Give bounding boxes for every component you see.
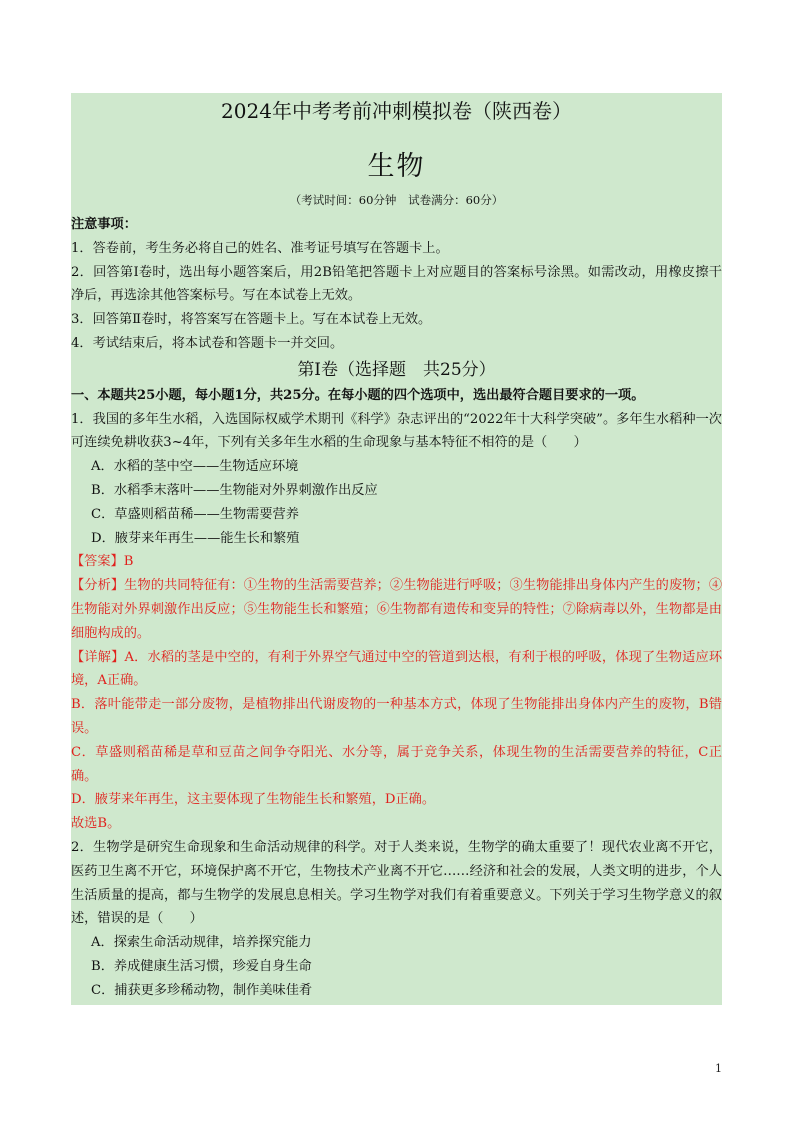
- question-1-option-c: C．草盛则稻苗稀——生物需要营养: [91, 506, 299, 522]
- question-2-option-a: A．探索生命活动规律，培养探究能力: [91, 935, 312, 951]
- question-2-option-b: B．养成健康生活习惯，珍爱自身生命: [91, 958, 312, 974]
- question-1-option-b: B．水稻季末落叶——生物能对外界刺激作出反应: [91, 482, 378, 498]
- question-1-option-d: D．腋芽来年再生——能生长和繁殖: [91, 530, 300, 546]
- section-instruction: 一、本题共25小题，每小题1分，共25分。在每小题的四个选项中，选出最符合题目要求的一项。: [71, 387, 645, 403]
- document-body: [71, 93, 722, 1005]
- note-item-1: 1．答卷前，考生务必将自己的姓名、准考证号填写在答题卡上。: [71, 240, 449, 256]
- analysis-text: 生物的共同特征有：①生物的生活需要营养；②生物能进行呼吸；③生物能排出身体内产生的废物；④生物能对外界刺激作出反应；⑤生物能生长和繁殖；⑥生物都有遗传和变异的特性；⑦除病毒以外，生物都是由细胞构成的。: [71, 578, 723, 641]
- conclusion: 故选B。: [71, 816, 121, 832]
- note-item-3: 3．回答第Ⅱ卷时，将答案写在答题卡上。写在本试卷上无效。: [71, 312, 432, 328]
- full-score: 试卷满分：60分）: [408, 193, 504, 207]
- question-1-option-a: A．水稻的茎中空——生物适应环境: [91, 459, 299, 475]
- exam-info: [71, 191, 722, 209]
- time-limit: （考试时间：60分钟: [289, 193, 397, 207]
- answer-line: [71, 550, 722, 574]
- notes-heading: 注意事项：: [71, 217, 137, 232]
- detail-tag: 【详解】: [71, 649, 125, 665]
- question-1-stem: 1．我国的多年生水稻，入选国际权威学术期刊《科学》杂志评出的“2022年十大科学突破”。多年生水稻种一次可连续免耕收获3~4年，下列有关多年生水稻的生命现象与基本特征不相符的是（ ）: [71, 411, 722, 451]
- subject-title: 生物: [367, 151, 426, 182]
- analysis-paragraph: [71, 574, 722, 645]
- detail-c-paragraph: C．草盛则稻苗稀是草和豆苗之间争夺阳光、水分等，属于竞争关系，体现生物的生活需要营养的特征，C正确。: [71, 744, 722, 784]
- question-2-option-c: C．捕获更多珍稀动物，制作美味佳肴: [91, 982, 313, 998]
- question-2-stem: 2．生物学是研究生命现象和生命活动规律的科学。对于人类来说，生物学的确太重要了！现代农业离不开它，医药卫生离不开它，环境保护离不开它，生物技术产业离不开它……经济和社会的发展，人类文明的进步，个人生活质量的提高，都与生物学的发展息息相关。学习生物学对我们有着重要意义。下列关于学习生物学意义的叙述，错误的是（ ）: [71, 839, 722, 927]
- answer-tag: 【答案】: [71, 554, 124, 570]
- detail-a-paragraph: [71, 646, 722, 694]
- section-title: 第Ⅰ卷（选择题 共25分）: [297, 359, 496, 380]
- note-item-2: 2．回答第Ⅰ卷时，选出每小题答案后，用2B铅笔把答题卡上对应题目的答案标号涂黑。如需改动，用橡皮擦干净后，再选涂其他答案标号。写在本试卷上无效。: [71, 264, 722, 304]
- detail-a-text: A．水稻的茎是中空的，有利于外界空气通过中空的管道到达根，有利于根的呼吸，体现了生物适应环境，A正确。: [71, 649, 723, 689]
- detail-d-paragraph: D．腋芽来年再生，这主要体现了生物能生长和繁殖，D正确。: [71, 792, 436, 808]
- note-item-4: 4．考试结束后，将本试卷和答题卡一并交回。: [71, 335, 344, 351]
- detail-b-paragraph: B．落叶能带走一部分废物，是植物排出代谢废物的一种基本方式，体现了生物能排出身体内产生的废物，B错误。: [71, 697, 722, 736]
- analysis-tag: 【分析】: [71, 578, 125, 594]
- exam-title: 2024年中考考前冲刺模拟卷（陕西卷）: [221, 99, 572, 123]
- page-number: 1: [715, 1062, 722, 1075]
- answer-value: B: [123, 554, 134, 570]
